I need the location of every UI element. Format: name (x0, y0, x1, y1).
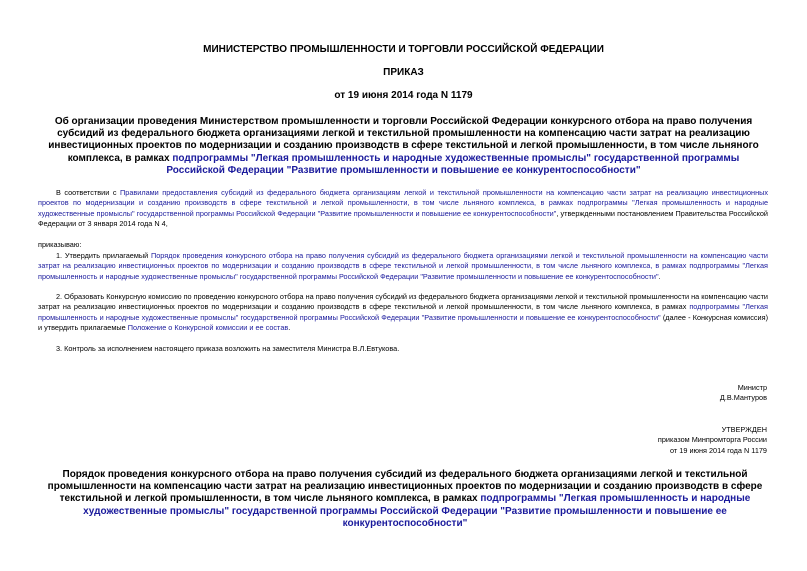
ministry-heading: МИНИСТЕРСТВО ПРОМЫШЛЕННОСТИ И ТОРГОВЛИ РОССИЙСКОЙ ФЕДЕРАЦИИ (203, 44, 604, 55)
order-title-link[interactable]: подпрограммы "Легкая промышленность и народные художественные промыслы" государственной программы Российской Федерации "Развитие промышленности и повышение ее конкурентоспособности" (166, 152, 740, 176)
approval-date: от 19 июня 2014 года N 1179 (670, 445, 767, 455)
signature-name: Д.В.Мантуров (719, 393, 767, 403)
item-2-text-3: . (288, 323, 291, 333)
item-1-text-1: 1. Утвердить прилагаемый (56, 251, 151, 260)
doc-date-number: от 19 июня 2014 года N 1179 (334, 90, 473, 101)
item-3-paragraph: 3. Контроль за исполнением настоящего приказа возложить на заместителя Министра В.Л.Евтукова. (56, 344, 400, 353)
preamble-text-2: , утвержденными постановлением Правительства Российской Федерации от 3 января 2014 года N 4, (38, 208, 769, 229)
approval-block (658, 425, 767, 456)
signature-block (720, 383, 767, 404)
item-2-subprogram-link[interactable]: подпрограммы "Легкая промышленность и народные художественные промыслы" государственной программы Российской Федерации "Развитие промышленности и повышение ее конкурентоспособности" (38, 302, 769, 322)
order-title-text: Об организации проведения Министерством промышленности и торговли Российской Федерации конкурсного отбора на право получения субсидий из федерального бюджета организациями легкой и текстильной промышленности на компенсацию части затрат на реализацию инвестиционных проектов по модернизации и созданию производств в сфере текстильной и легкой промышленности, в том числе льняного комплекса, в рамках (48, 116, 759, 164)
item-2-paragraph (38, 292, 768, 334)
item-2-text-1: 2. Образовать Конкурсную комиссию по проведению конкурсного отбора на право получения субсидий из федерального бюджета организациями легкой и текстильной промышленности на компенсацию части затрат на реализацию инвестиционных проектов по модернизации и созданию производств в сфере текстильной и легкой промышленности, в том числе льняного комплекса, в рамках (38, 292, 768, 312)
item-1-text-2: . (658, 271, 661, 281)
order-word: приказываю: (38, 240, 82, 249)
procedure-title (44, 469, 766, 530)
item-1-procedure-link[interactable]: Порядок проведения конкурсного отбора на право получения субсидий из федерального бюджета организациями легкой и текстильной промышленности на компенсацию части затрат на реализацию инвестиционных проектов по модернизации и созданию производств в сфере текстильной и легкой промышленности, в том числе льняного комплекса, в рамках подпрограммы "Легкая промышленность и народные художественные промыслы" государственной программы Российской Федерации "Развитие промышленности и повышение ее конкурентоспособности" (38, 251, 768, 281)
approval-label: УТВЕРЖДЕН (721, 425, 767, 434)
preamble-rules-link[interactable]: Правилами предоставления субсидий из федерального бюджета организациям легкой и текстильной промышленности на компенсацию части затрат на реализацию инвестиционных проектов по модернизации и созданию производств в сфере текстильной и легкой промышленности, в том числе льняного комплекса, в рамках подпрограммы "Легкая промышленность и народные художественные промыслы" государственной программы Российской Федерации "Развитие промышленности и повышение ее конкурентоспособности" (38, 188, 769, 218)
item-2-text-2: (далее - Конкурсная комиссия) и утвердить прилагаемые (38, 312, 768, 333)
item-2-commission-link[interactable]: Положение о Конкурсной комиссии и ее состав (127, 323, 289, 333)
order-title (44, 116, 763, 177)
signature-position: Министр (737, 383, 767, 392)
preamble-paragraph (38, 188, 768, 230)
procedure-title-text: Порядок проведения конкурсного отбора на право получения субсидий из федерального бюджета организациями легкой и текстильной промышленности на компенсацию части затрат на реализацию инвестиционных проектов по модернизации и созданию производств в сфере текстильной и легкой промышленности, в том числе льняного комплекса, в рамках (47, 469, 763, 505)
item-1-paragraph (38, 251, 768, 282)
approval-by: приказом Минпромторга России (657, 435, 767, 445)
doc-type-heading: ПРИКАЗ (383, 67, 424, 78)
procedure-title-link[interactable]: подпрограммы "Легкая промышленность и народные художественные промыслы" государственной программы Российской Федерации "Развитие промышленности и повышение ее конкурентоспособности" (83, 493, 751, 529)
preamble-text-1: В соответствии с (56, 188, 121, 197)
